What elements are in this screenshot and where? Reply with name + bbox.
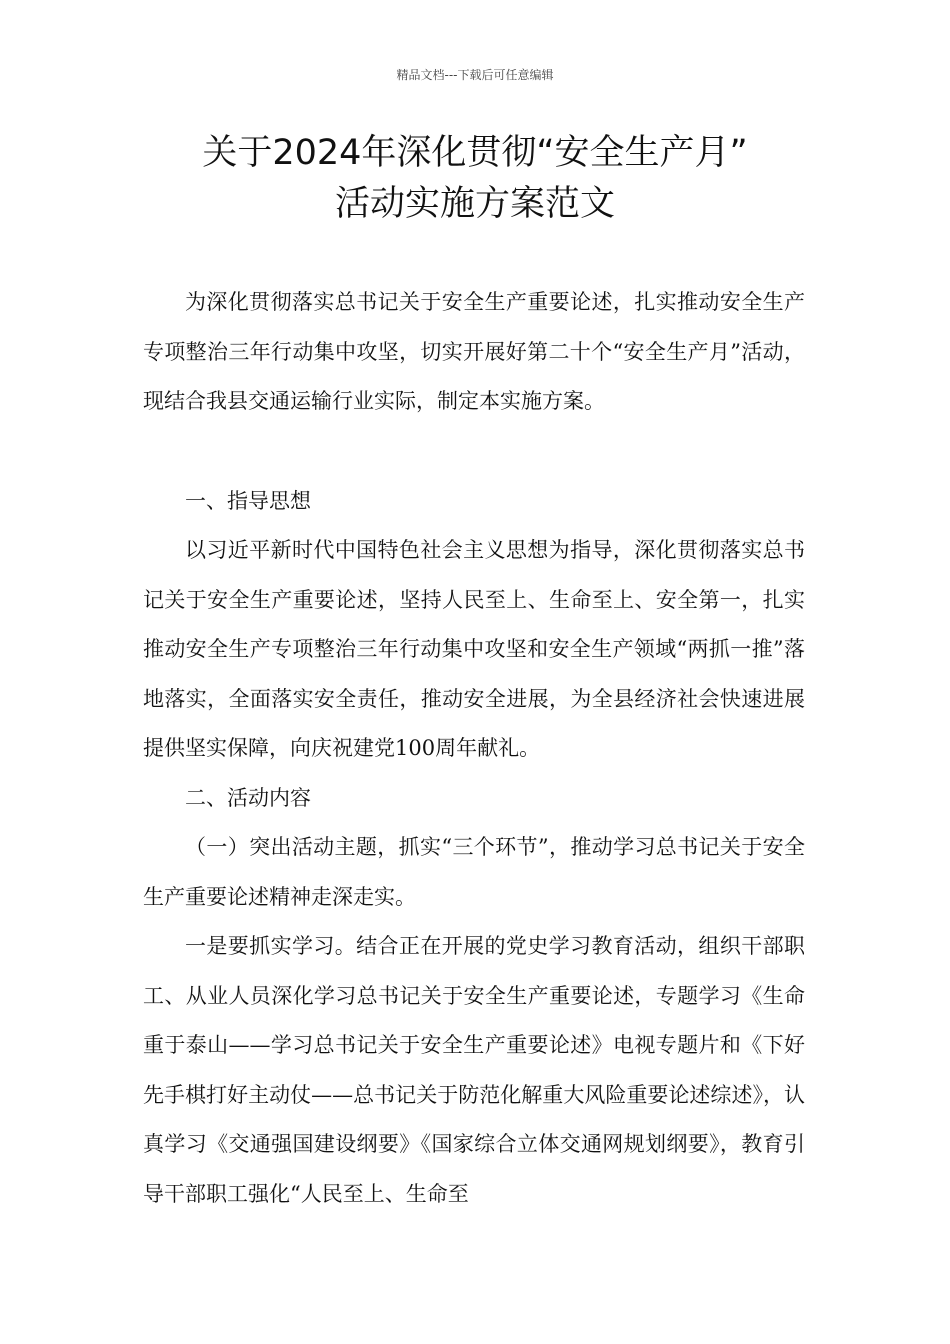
document-body (143, 278, 805, 1219)
document-title (100, 128, 850, 230)
title-line-2: 活动实施方案范文 (334, 184, 615, 224)
guiding-ideology-paragraph: 以习近平新时代中国特色社会主义思想为指导，深化贯彻落实总书记关于安全生产重要论述，坚持人民至上、生命至上、安全第一，扎实推动安全生产专项整治三年行动集中攻坚和安全生产领域“两抓一推”落地落实，全面落实安全责任，推动安全进展，为全县经济社会快速进展提供坚实保障，向庆祝建党100周年献礼。 (143, 538, 805, 760)
intro-paragraph: 为深化贯彻落实总书记关于安全生产重要论述，扎实推动安全生产专项整治三年行动集中攻坚，切实开展好第二十个“安全生产月”活动，现结合我县交通运输行业实际，制定本实施方案。 (143, 290, 805, 413)
header-note: 精品文档---下载后可任意编辑 (396, 68, 554, 82)
title-line-1: 关于2024年深化贯彻“安全生产月” (202, 133, 748, 173)
subsection-heading-1: （一）突出活动主题，抓实“三个环节”，推动学习总书记关于安全生产重要论述精神走深走实。 (143, 835, 805, 909)
study-paragraph: 一是要抓实学习。结合正在开展的党史学习教育活动，组织干部职工、从业人员深化学习总书记关于安全生产重要论述，专题学习《生命重于泰山——学习总书记关于安全生产重要论述》电视专题片和《下好先手棋打好主动仗——总书记关于防范化解重大风险重要论述综述》，认真学习《交通强国建设纲要》《国家综合立体交通网规划纲要》，教育引导干部职工强化“人民至上、生命至 (143, 934, 805, 1206)
section-heading-activity-content: 二、活动内容 (185, 785, 311, 810)
paragraph-gap (143, 427, 805, 477)
section-heading-guiding-ideology: 一、指导思想 (185, 488, 311, 513)
